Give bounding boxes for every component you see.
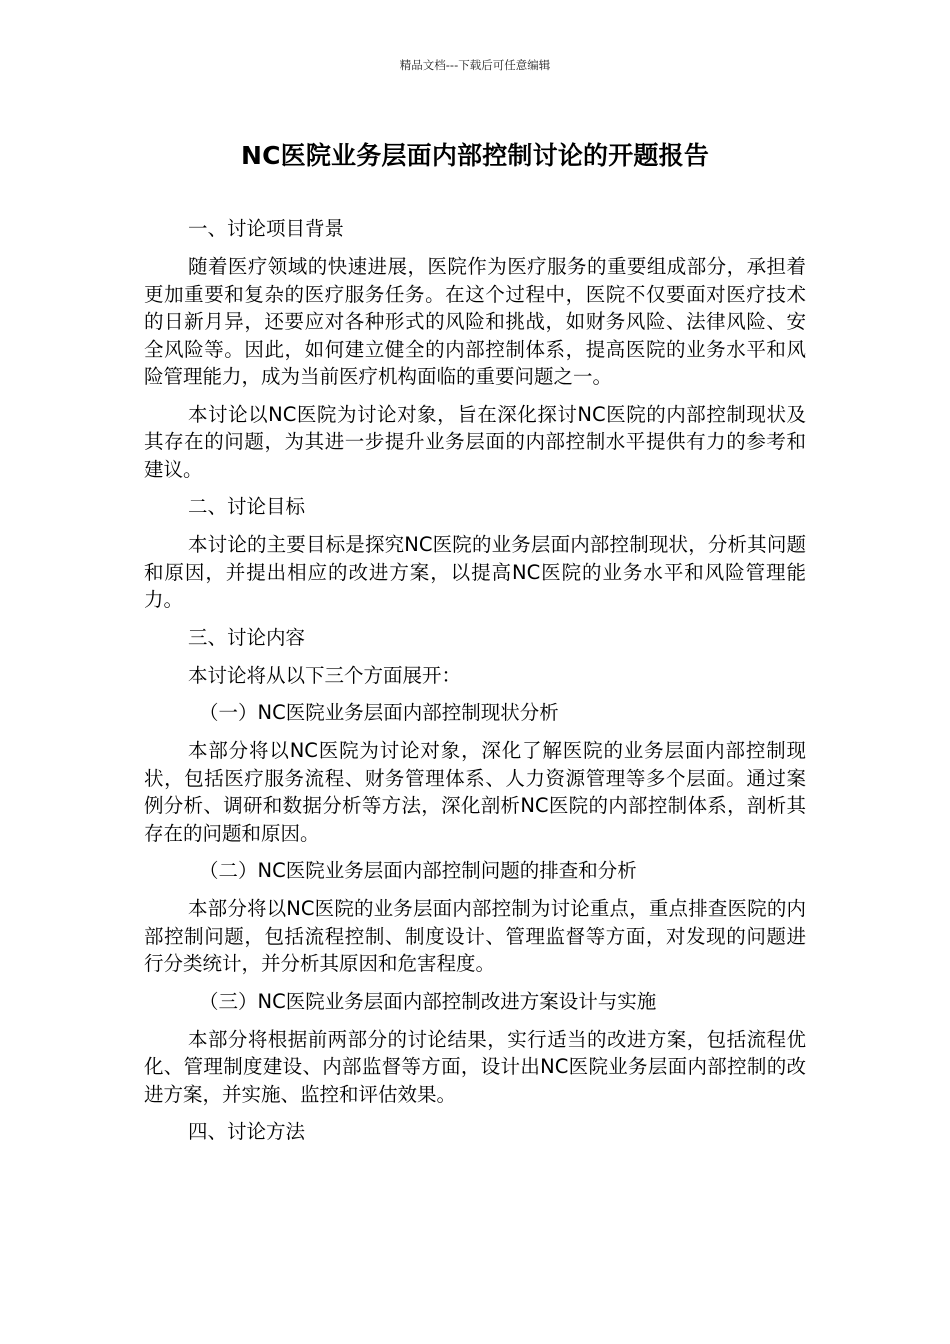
subsection-paragraph-3: 本部分将根据前两部分的讨论结果，实行适当的改进方案，包括流程优化、管理制度建设、内部监督等方面，设计出NC医院业务层面内部控制的改进方案，并实施、监控和评估效果。 [144,1027,806,1106]
section-heading-methods: 四、讨论方法 [188,1120,306,1143]
section-heading-objectives: 二、讨论目标 [188,495,306,518]
objectives-paragraph: 本讨论的主要目标是探究NC医院的业务层面内部控制现状，分析其问题和原因，并提出相应的改进方案，以提高NC医院的业务水平和风险管理能力。 [144,533,806,611]
subsection-paragraph-1: 本部分将以NC医院为讨论对象，深化了解医院的业务层面内部控制现状，包括医疗服务流程、财务管理体系、人力资源管理等多个层面。通过案例分析、调研和数据分析等方法，深化剖析NC医院的内部控制体系，剖析其存在的问题和原因。 [144,739,806,845]
document-title: NC医院业务层面内部控制讨论的开题报告 [240,141,710,170]
content-intro: 本讨论将从以下三个方面展开： [188,663,462,687]
background-paragraph-2: 本讨论以NC医院为讨论对象，旨在深化探讨NC医院的内部控制现状及其存在的问题，为其进一步提升业务层面的内部控制水平提供有力的参考和建议。 [144,402,806,481]
document-body [144,215,806,1156]
subsection-heading-1: （一）NC医院业务层面内部控制现状分析 [199,701,559,724]
background-paragraph-1: 随着医疗领域的快速进展，医院作为医疗服务的重要组成部分，承担着更加重要和复杂的医疗服务任务。在这个过程中，医院不仅要面对医疗技术的日新月异，还要应对各种形式的风险和挑战，如财务风险、法律风险、安全风险等。因此，如何建立健全的内部控制体系，提高医院的业务水平和风险管理能力，成为当前医疗机构面临的重要问题之一。 [144,255,806,388]
section-heading-content: 三、讨论内容 [188,625,306,649]
section-heading-background: 一、讨论项目背景 [188,217,345,240]
subsection-heading-2: （二）NC医院业务层面内部控制问题的排查和分析 [199,859,637,882]
subsection-paragraph-2: 本部分将以NC医院的业务层面内部控制为讨论重点，重点排查医院的内部控制问题，包括流程控制、制度设计、管理监督等方面，对发现的问题进行分类统计，并分析其原因和危害程度。 [144,897,806,975]
page-header: 精品文档---下载后可任意编辑 [399,58,551,72]
subsection-heading-3: （三）NC医院业务层面内部控制改进方案设计与实施 [199,989,657,1013]
